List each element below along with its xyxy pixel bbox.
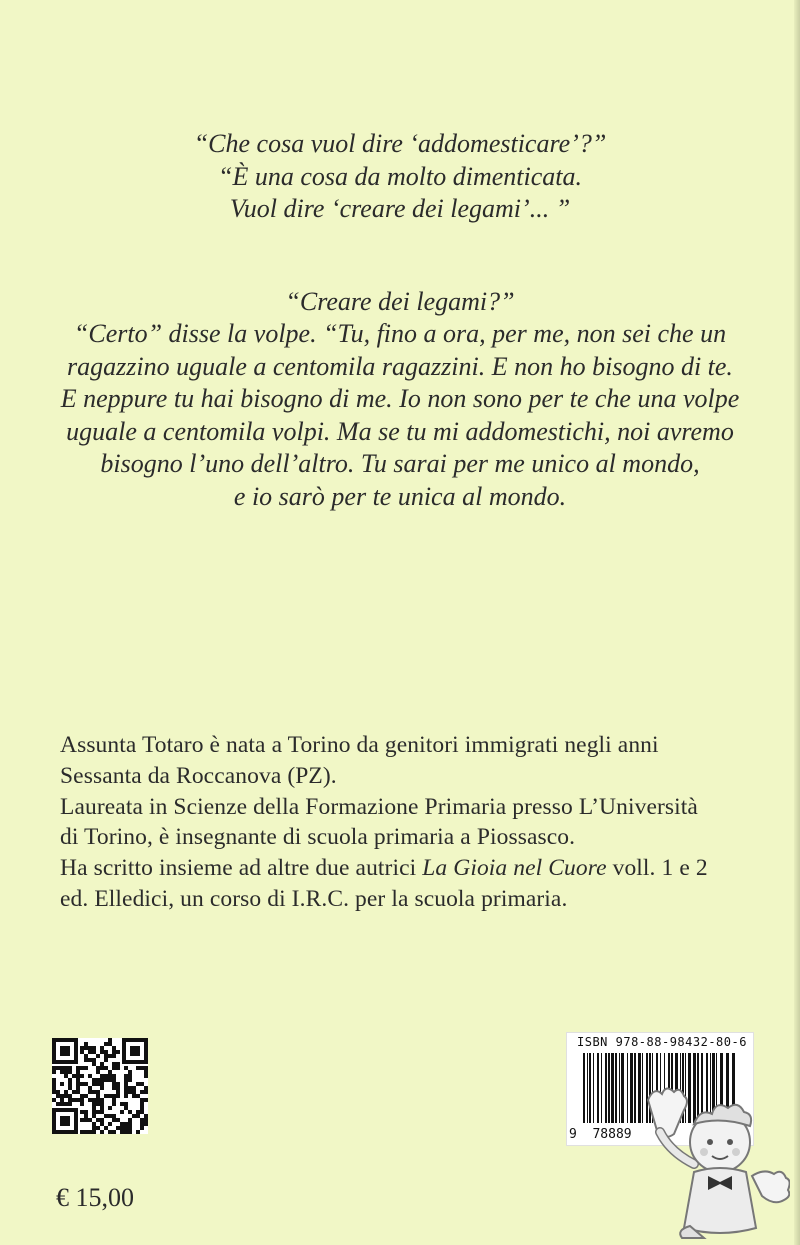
bio-line: Sessanta da Roccanova (PZ). bbox=[60, 762, 337, 789]
quote-line: “Creare dei legami?” bbox=[285, 286, 515, 316]
quote-line: ragazzino uguale a centomila ragazzini. E non ho bisogno di te. bbox=[67, 351, 733, 381]
quote-line: e io sarò per te unica al mondo. bbox=[233, 481, 567, 511]
quote-line: bisogno l’uno dell’altro. Tu sarai per me unico al mondo, bbox=[100, 449, 700, 478]
book-title: La Gioia nel Cuore bbox=[422, 855, 607, 882]
page-edge bbox=[794, 0, 800, 1245]
bio-text: Ha scritto insieme ad altre due autrici bbox=[60, 855, 423, 882]
quote-line: E neppure tu hai bisogno di me. Io non sono per te che una volpe bbox=[60, 384, 740, 413]
ean-prefix: 9 bbox=[569, 1127, 577, 1142]
author-bio bbox=[60, 730, 780, 915]
quote-line: “Certo” disse la volpe. “Tu, fino a ora, per me, non sei che un bbox=[73, 319, 727, 348]
quote-block bbox=[40, 128, 760, 513]
bio-line: Laureata in Scienze della Formazione Primaria presso L’Università bbox=[60, 793, 698, 820]
bio-line: di Torino, è insegnante di scuola primaria a Piossasco. bbox=[60, 824, 576, 851]
ean-digits bbox=[569, 1127, 632, 1142]
isbn-label: ISBN 978-88-98432-80-6 bbox=[577, 1035, 747, 1049]
quote-line: Vuol dire ‘creare dei legami’... ” bbox=[229, 194, 571, 223]
quote-line: “È una cosa da molto dimenticata. bbox=[218, 161, 582, 191]
price-label: € 15,00 bbox=[56, 1183, 134, 1212]
bio-line: ed. Elledici, un corso di I.R.C. per la scuola primaria. bbox=[60, 885, 568, 912]
bio-line bbox=[60, 853, 780, 884]
quote-spacer bbox=[40, 226, 760, 286]
quote-line: “Che cosa vuol dire ‘addomesticare’?” bbox=[193, 129, 607, 158]
ean-group: 78889 bbox=[592, 1127, 632, 1142]
bio-text: voll. 1 e 2 bbox=[606, 855, 708, 882]
little-prince-illustration-icon bbox=[630, 1080, 790, 1240]
quote-line: uguale a centomila volpi. Ma se tu mi addomestichi, noi avremo bbox=[66, 416, 734, 446]
qr-code-icon bbox=[52, 1038, 148, 1134]
bio-line: Assunta Totaro è nata a Torino da genitori immigrati negli anni bbox=[60, 732, 659, 758]
